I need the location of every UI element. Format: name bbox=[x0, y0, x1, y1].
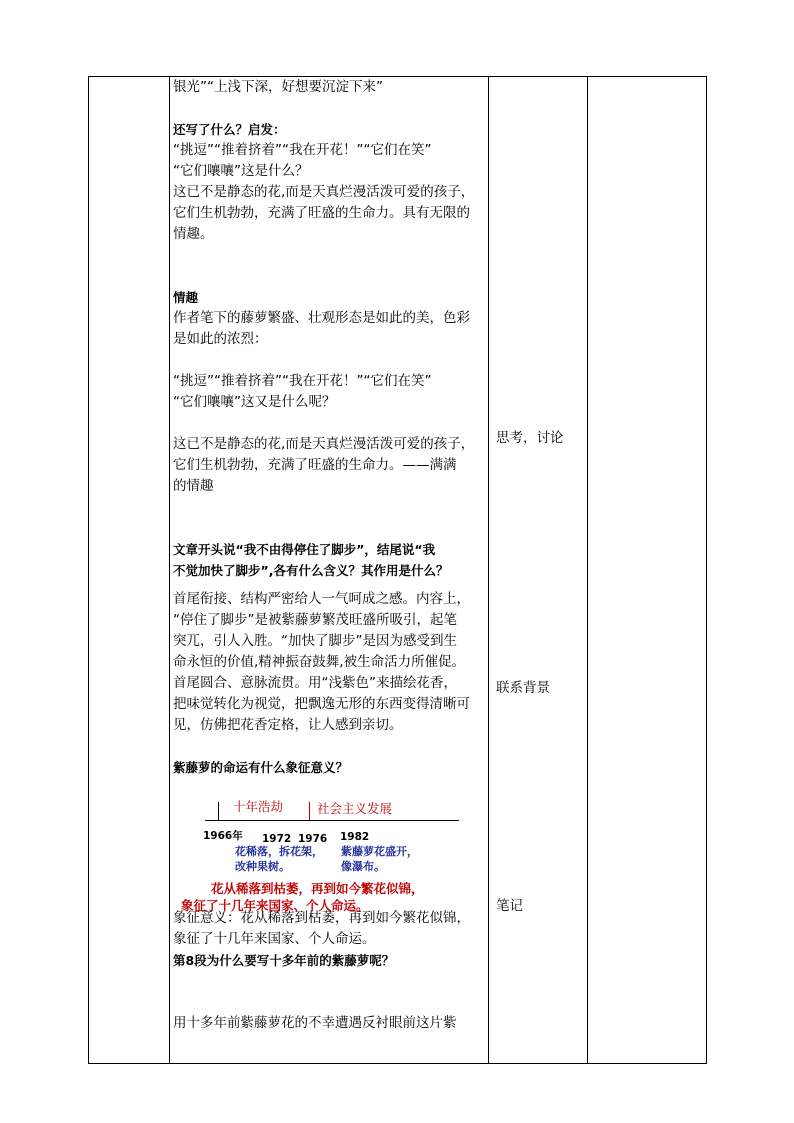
timeline-note-right bbox=[341, 844, 418, 874]
content-line: “停住了脚步”是被紫藤萝繁茂旺盛所吸引，起笔 bbox=[173, 612, 457, 628]
content-line: 是如此的浓烈： bbox=[173, 331, 268, 347]
content-line: 用十多年前紫藤萝花的不幸遭遇反衬眼前这片紫 bbox=[173, 1015, 457, 1031]
timeline-tick bbox=[218, 802, 219, 820]
column-divider bbox=[587, 77, 588, 1063]
question-heading: 第8段为什么要写十多年前的紫藤萝呢？ bbox=[173, 953, 395, 968]
column-divider bbox=[169, 77, 170, 1063]
content-line: 象征意义：花从稀落到枯萎，再到如今繁花似锦， bbox=[173, 910, 470, 926]
timeline-year: 1982 bbox=[340, 831, 370, 843]
content-line: 作者笔下的藤萝繁盛、壮观形态是如此的美，色彩 bbox=[173, 310, 470, 326]
timeline-year: 1972 bbox=[262, 833, 292, 845]
content-line: “挑逗”“推着挤着”“我在开花！”“它们在笑” bbox=[173, 142, 432, 158]
content-line: 把味觉转化为视觉，把飘逸无形的东西变得清晰可 bbox=[173, 696, 470, 712]
content-line: 它们生机勃勃，充满了旺盛的生命力。——满满 bbox=[173, 457, 457, 473]
teaching-content-cell bbox=[173, 77, 493, 1034]
content-line: “它们嚷嚷”这又是什么呢？ bbox=[173, 394, 336, 410]
timeline-axis bbox=[205, 820, 459, 821]
content-line: “它们嚷嚷”这是什么？ bbox=[173, 163, 309, 179]
content-line: 这已不是静态的花,而是天真烂漫活泼可爱的孩子， bbox=[173, 436, 475, 452]
content-line: “挑逗”“推着挤着”“我在开花！”“它们在笑” bbox=[173, 373, 432, 389]
content-line: 命永恒的价值,精神振奋鼓舞,被生命活力所催促。 bbox=[173, 654, 466, 670]
activity-note: 联系背景 bbox=[496, 680, 550, 696]
content-line: 见，仿佛把花香定格，让人感到亲切。 bbox=[173, 717, 403, 733]
history-timeline bbox=[173, 788, 493, 913]
timeline-summary-line: 象征了十几年来国家、个人命运。 bbox=[181, 898, 369, 913]
content-line: 首尾衔接、结构严密给人一气呵成之感。内容上， bbox=[173, 591, 470, 607]
timeline-year: 1976 bbox=[298, 833, 328, 845]
content-line: 象征了十几年来国家、个人命运。 bbox=[173, 931, 376, 947]
lesson-table bbox=[88, 76, 707, 1064]
timeline-note-line: 改种果树。 bbox=[235, 860, 290, 873]
content-line: 的情趣 bbox=[173, 478, 214, 494]
timeline-note-line: 像瀑布。 bbox=[341, 860, 385, 873]
section-heading: 情趣 bbox=[173, 290, 199, 305]
question-heading: 文章开头说“我不由得停住了脚步”，结尾说“我 bbox=[173, 542, 436, 557]
question-heading: 不觉加快了脚步”,各有什么含义？其作用是什么？ bbox=[173, 563, 449, 578]
timeline-summary bbox=[181, 880, 424, 914]
content-line: 突兀，引人入胜。“加快了脚步”是因为感受到生 bbox=[173, 633, 457, 649]
timeline-label-left: 十年浩劫 bbox=[233, 799, 284, 814]
timeline-summary-line: 花从稀落到枯萎，再到如今繁花似锦， bbox=[211, 881, 424, 896]
content-line: 情趣。 bbox=[173, 226, 214, 242]
content-line: 首尾圆合、意脉流贯。用“浅紫色”来描绘花香， bbox=[173, 675, 457, 691]
timeline-note-line: 紫藤萝花盛开， bbox=[341, 845, 418, 858]
question-heading: 还写了什么？启发： bbox=[173, 122, 286, 137]
timeline-year: 1966年 bbox=[203, 830, 243, 842]
timeline-label-right: 社会主义发展 bbox=[317, 801, 393, 816]
activity-note: 笔记 bbox=[496, 898, 523, 914]
question-heading: 紫藤萝的命运有什么象征意义？ bbox=[173, 760, 349, 775]
content-line: 它们生机勃勃，充满了旺盛的生命力。具有无限的 bbox=[173, 205, 470, 221]
timeline-note-line: 花稀落，拆花架， bbox=[235, 845, 323, 858]
timeline-tick bbox=[309, 802, 310, 820]
content-line: 银光”“上浅下深，好想要沉淀下来” bbox=[173, 79, 383, 95]
timeline-note-left bbox=[235, 844, 323, 874]
activity-note: 思考，讨论 bbox=[496, 430, 564, 446]
content-line: 这已不是静态的花,而是天真烂漫活泼可爱的孩子， bbox=[173, 184, 475, 200]
